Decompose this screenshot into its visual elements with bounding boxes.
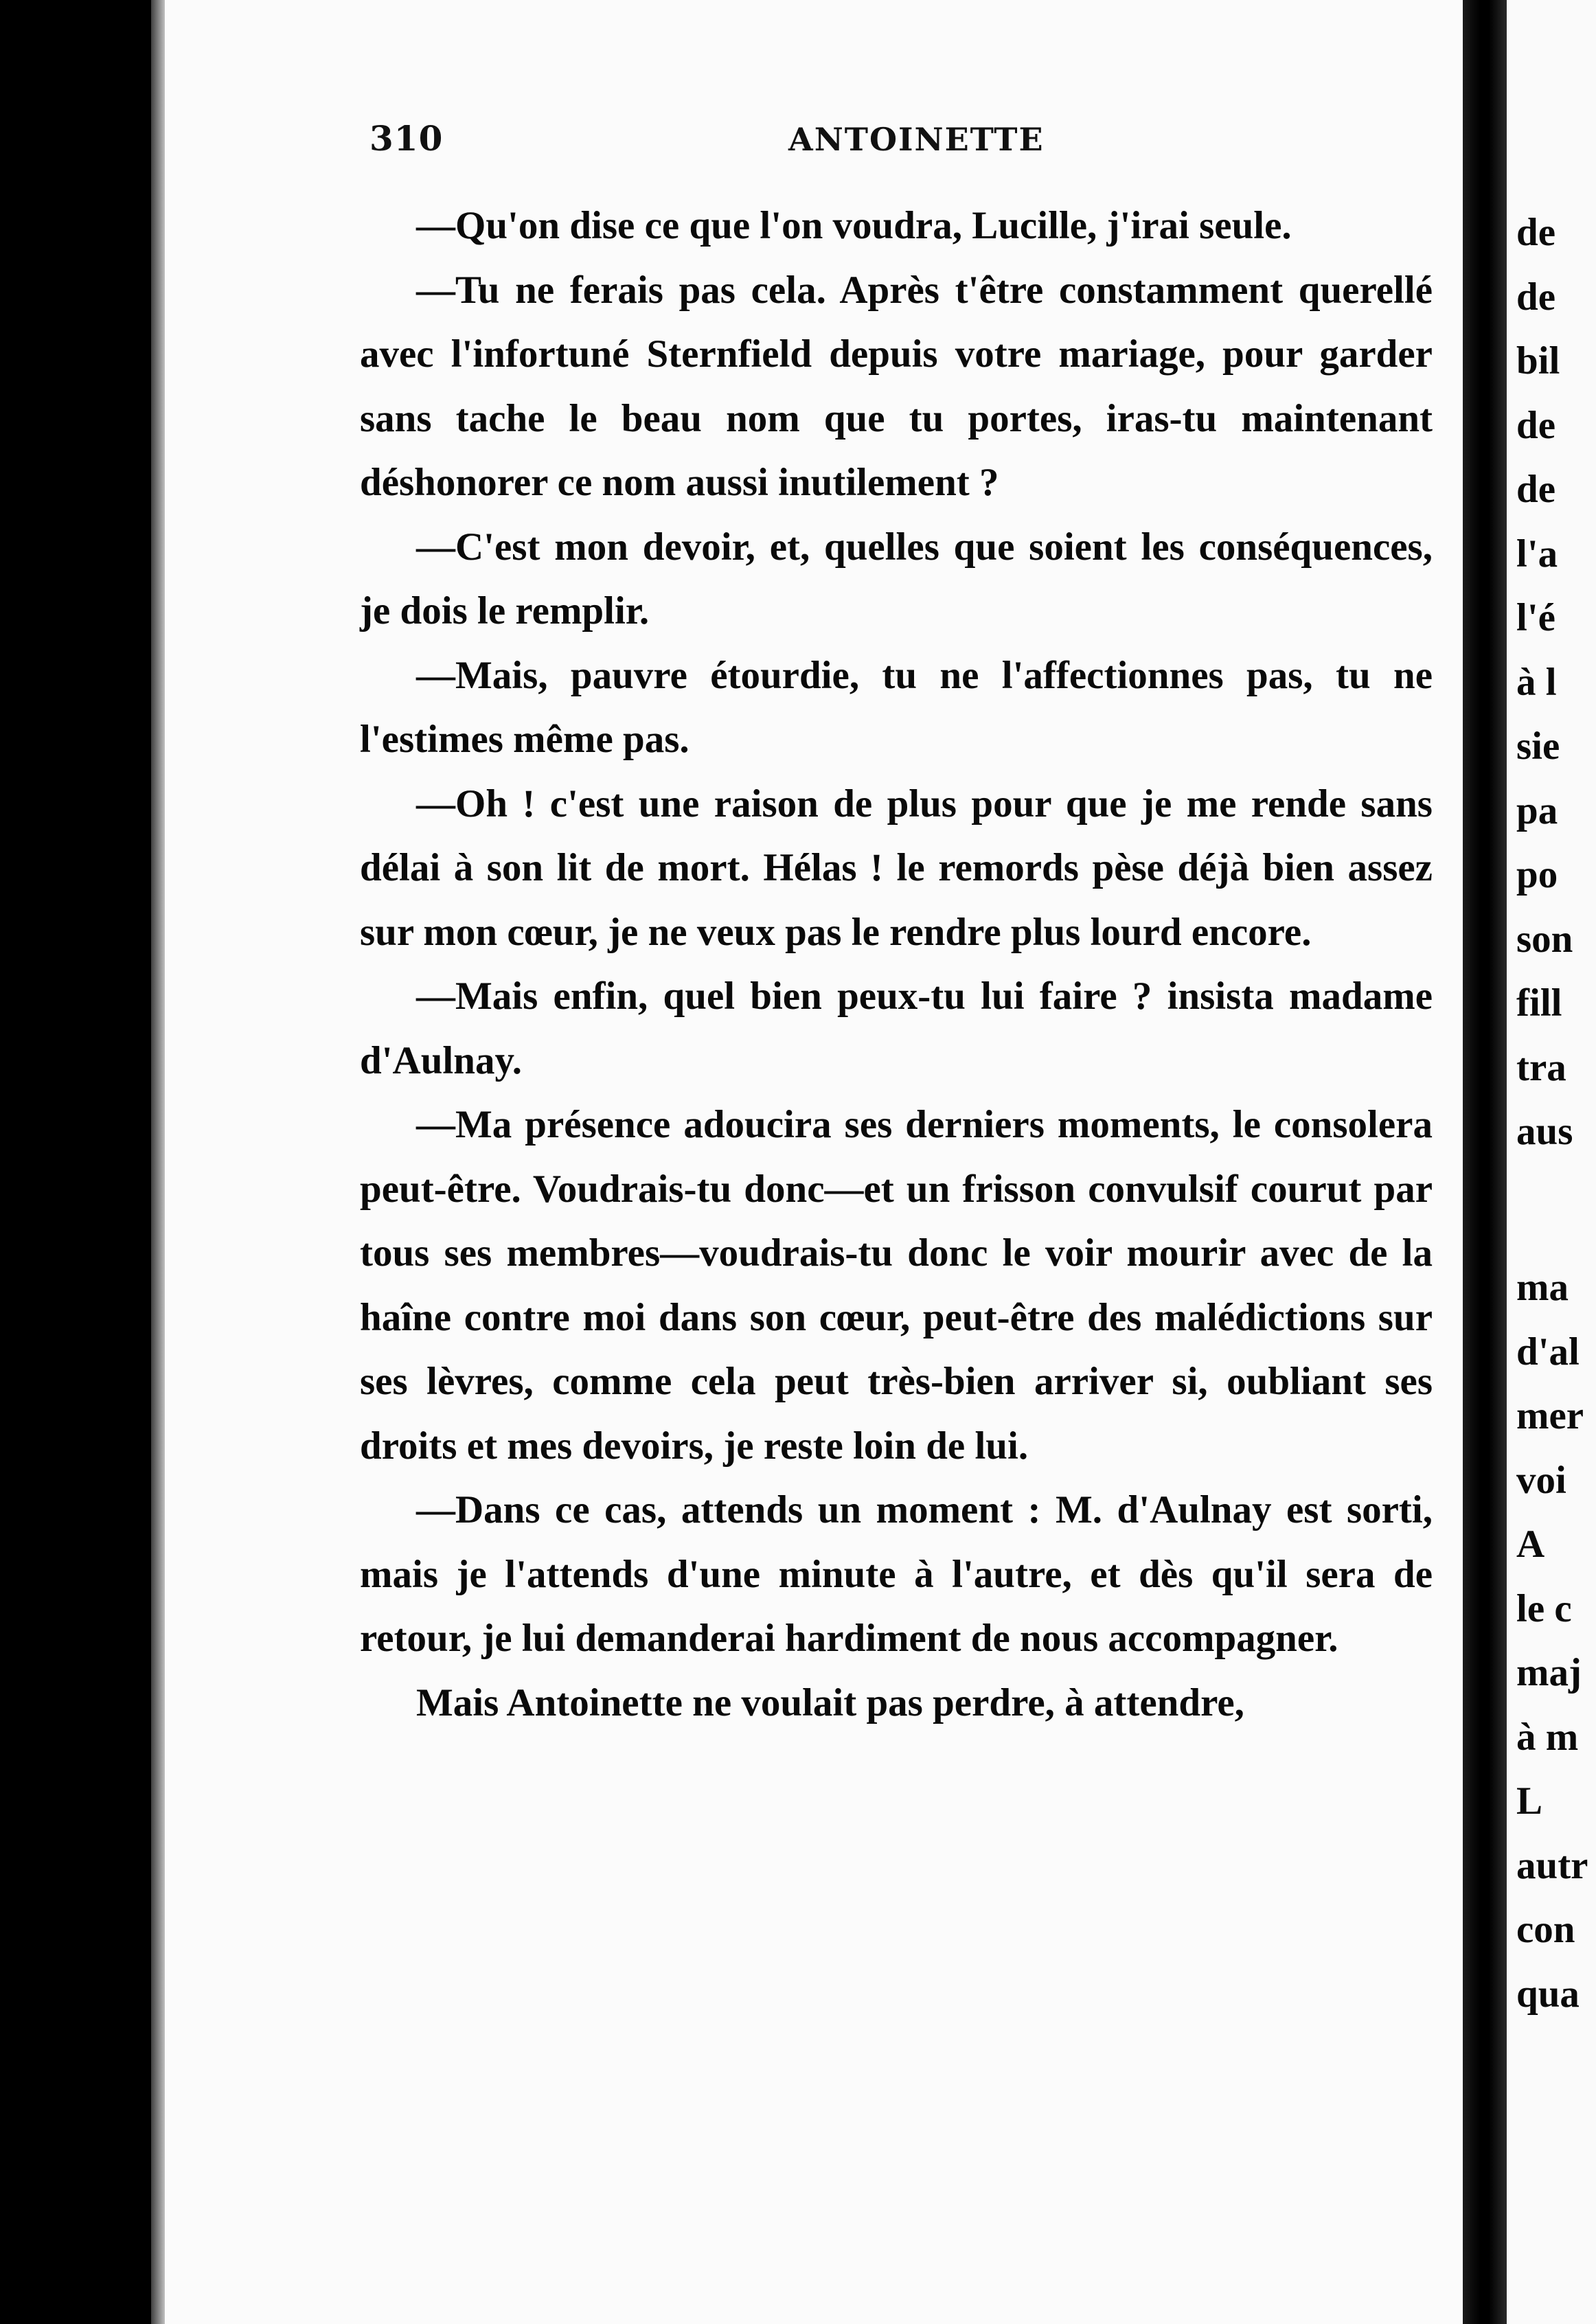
facing-fragment: de <box>1516 211 1555 254</box>
paragraph: —Mais enfin, quel bien peux-tu lui faire ? insista madame d'Aulnay. <box>360 975 1433 1082</box>
facing-fragment: autr <box>1516 1843 1588 1887</box>
facing-page-fragments-lower <box>1516 1255 1596 2026</box>
facing-fragment: son <box>1516 917 1573 961</box>
running-head <box>369 110 1430 172</box>
scan-border-left <box>0 0 151 2324</box>
paragraph: —Dans ce cas, attends un moment : M. d'Aulnay est sorti, mais je l'attends d'une minute à l'autre, et dès qu'il sera de retour, je lui demanderai hardiment de nous accompagner. <box>360 1488 1433 1660</box>
facing-fragment: L <box>1516 1779 1543 1823</box>
facing-fragment: con <box>1516 1908 1575 1951</box>
facing-fragment: mer <box>1516 1394 1584 1437</box>
book-gutter <box>1463 0 1507 2324</box>
facing-fragment: A <box>1516 1523 1545 1566</box>
paragraph: —Ma présence adoucira ses derniers moments, le consolera peut-être. Voudrais-tu donc—et un frisson convulsif courut par tous ses membres—voudrais-tu donc le voir mourir avec de la haîne contre moi dans son cœur, peut-être des malédictions sur ses lèvres, comme cela peut très-bien arriver si, oubliant ses droits et mes devoirs, je reste loin de lui. <box>360 1103 1433 1468</box>
facing-fragment: maj <box>1516 1651 1582 1694</box>
facing-fragment: aus <box>1516 1110 1573 1153</box>
facing-fragment: fill <box>1516 981 1562 1025</box>
facing-fragment: à m <box>1516 1715 1579 1759</box>
facing-fragment: de <box>1516 403 1555 447</box>
facing-fragment: d'al <box>1516 1330 1580 1374</box>
paragraph: —Qu'on dise ce que l'on voudra, Lucille, j'irai seule. <box>416 204 1292 247</box>
facing-page-fragments-upper <box>1516 201 1596 1164</box>
facing-fragment: ma <box>1516 1266 1569 1309</box>
facing-fragment: le c <box>1516 1586 1572 1630</box>
paragraph: —Tu ne ferais pas cela. Après t'être constamment querellé avec l'infortuné Sternfield depuis votre mariage, pour garder sans tache le beau nom que tu portes, iras-tu maintenant déshonorer ce nom aussi inutilement ? <box>360 268 1433 504</box>
paragraph: —Oh ! c'est une raison de plus pour que je me rende sans délai à son lit de mort. Hélas ! le remords pèse déjà bien assez sur mon cœur, je ne veux pas le rendre plus lourd encore. <box>360 782 1433 954</box>
paragraph: Mais Antoinette ne voulait pas perdre, à attendre, <box>416 1681 1244 1724</box>
facing-fragment: tra <box>1516 1045 1566 1089</box>
facing-fragment: po <box>1516 853 1558 896</box>
facing-fragment: pa <box>1516 788 1558 832</box>
body-text <box>360 194 1433 1735</box>
facing-fragment: de <box>1516 468 1555 511</box>
facing-fragment: de <box>1516 275 1555 319</box>
facing-fragment: à l <box>1516 660 1557 704</box>
facing-fragment: l'a <box>1516 532 1558 576</box>
paragraph: —C'est mon devoir, et, quelles que soient les conséquences, je dois le remplir. <box>360 525 1433 633</box>
facing-fragment: voi <box>1516 1458 1566 1502</box>
facing-fragment: bil <box>1516 339 1560 383</box>
facing-fragment: sie <box>1516 725 1560 768</box>
running-title: ANTOINETTE <box>788 121 1045 158</box>
facing-fragment: qua <box>1516 1972 1580 2016</box>
page-number: 310 <box>369 118 444 159</box>
paragraph: —Mais, pauvre étourdie, tu ne l'affectionnes pas, tu ne l'estimes même pas. <box>360 653 1433 761</box>
facing-fragment: l'é <box>1516 596 1555 639</box>
